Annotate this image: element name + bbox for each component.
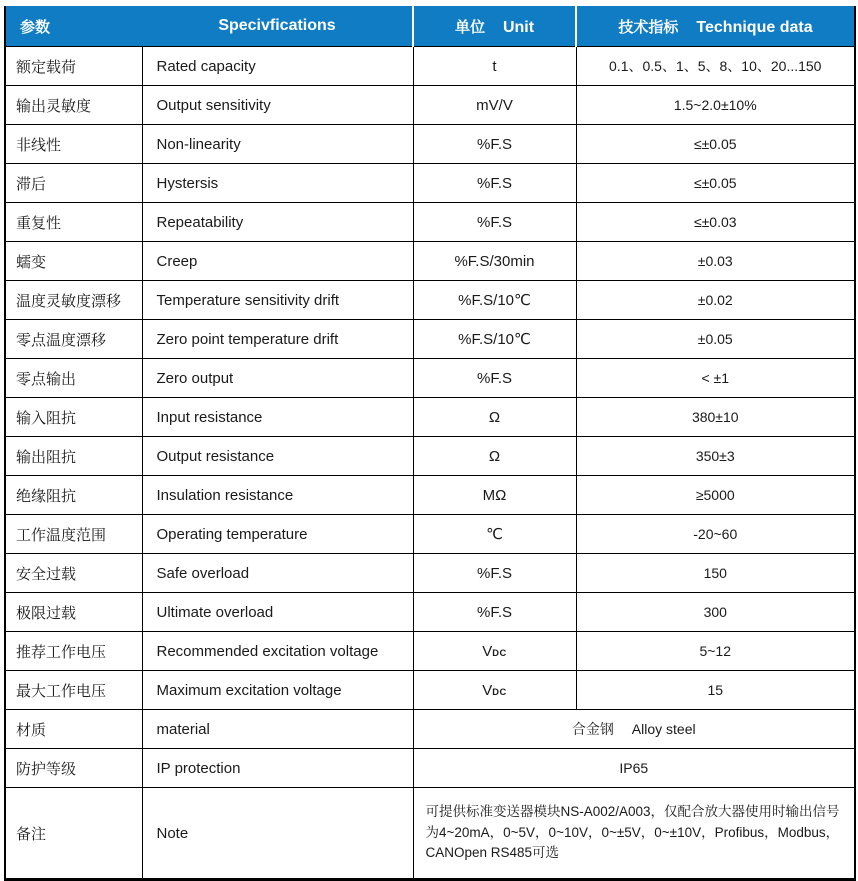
unit-cell: VDC — [413, 632, 576, 671]
value-cell: < ±1 — [576, 359, 855, 398]
spec-cell: Ultimate overload — [142, 593, 413, 632]
spec-cell: Recommended excitation voltage — [142, 632, 413, 671]
spec-cell: Zero output — [142, 359, 413, 398]
header-unit-label-cn: 单位 — [454, 18, 485, 36]
unit-cell: %F.S — [413, 203, 576, 242]
unit-cell: %F.S — [413, 359, 576, 398]
header-data-label-en: Technique data — [696, 18, 813, 36]
table-row — [5, 164, 855, 203]
spec-cell: Repeatability — [142, 203, 413, 242]
spec-cell: Input resistance — [142, 398, 413, 437]
param-cell: 温度灵敏度漂移 — [5, 281, 142, 320]
header-row — [5, 6, 855, 47]
spec-cell: Note — [142, 788, 413, 880]
unit-subscript: DC — [492, 686, 507, 697]
spec-cell: Creep — [142, 242, 413, 281]
merged-value-cell: 可提供标准变送器模块NS-A002/A003，仅配合放大器使用时输出信号为4~20mA，0~5V，0~10V，0~±5V，0~±10V，Profibus，Modbus，CANOpen RS485可选 — [413, 788, 855, 880]
unit-cell: Ω — [413, 398, 576, 437]
value-cell: ≥5000 — [576, 476, 855, 515]
spec-cell: Safe overload — [142, 554, 413, 593]
table-row — [5, 320, 855, 359]
spec-cell: Operating temperature — [142, 515, 413, 554]
param-cell: 备注 — [5, 788, 142, 880]
header-technique-data — [576, 6, 855, 47]
spec-cell: Output resistance — [142, 437, 413, 476]
unit-cell: %F.S — [413, 593, 576, 632]
param-cell: 零点输出 — [5, 359, 142, 398]
param-cell: 防护等级 — [5, 749, 142, 788]
param-cell: 推荐工作电压 — [5, 632, 142, 671]
param-cell: 安全过载 — [5, 554, 142, 593]
param-cell: 最大工作电压 — [5, 671, 142, 710]
param-cell: 非线性 — [5, 125, 142, 164]
value-cell: 1.5~2.0±10% — [576, 86, 855, 125]
value-cell: 150 — [576, 554, 855, 593]
table-row — [5, 671, 855, 710]
unit-cell: Ω — [413, 437, 576, 476]
spec-table — [4, 6, 856, 881]
param-cell: 额定载荷 — [5, 47, 142, 86]
header-param — [5, 6, 142, 47]
spec-cell: Rated capacity — [142, 47, 413, 86]
spec-cell: Temperature sensitivity drift — [142, 281, 413, 320]
unit-cell: %F.S/30min — [413, 242, 576, 281]
value-cell: 15 — [576, 671, 855, 710]
spec-cell: Output sensitivity — [142, 86, 413, 125]
value-cell: ±0.03 — [576, 242, 855, 281]
spec-cell: Maximum excitation voltage — [142, 671, 413, 710]
unit-cell: MΩ — [413, 476, 576, 515]
spec-cell: Hystersis — [142, 164, 413, 203]
spec-cell: Zero point temperature drift — [142, 320, 413, 359]
table-row — [5, 203, 855, 242]
table-row — [5, 47, 855, 86]
table-row — [5, 125, 855, 164]
spec-cell: Non-linearity — [142, 125, 413, 164]
value-cell: 5~12 — [576, 632, 855, 671]
table-row — [5, 281, 855, 320]
value-cell: ±0.05 — [576, 320, 855, 359]
value-cell: ±0.02 — [576, 281, 855, 320]
table-row — [5, 242, 855, 281]
value-cell: 380±10 — [576, 398, 855, 437]
spec-cell: material — [142, 710, 413, 749]
unit-cell: t — [413, 47, 576, 86]
spec-table-body — [5, 47, 855, 880]
header-data-label-cn: 技术指标 — [618, 18, 679, 36]
value-cell: -20~60 — [576, 515, 855, 554]
table-row — [5, 593, 855, 632]
spec-cell: Insulation resistance — [142, 476, 413, 515]
param-cell: 绝缘阻抗 — [5, 476, 142, 515]
unit-cell: %F.S — [413, 554, 576, 593]
param-cell: 重复性 — [5, 203, 142, 242]
table-row — [5, 437, 855, 476]
value-cell: ≤±0.05 — [576, 164, 855, 203]
merged-value-cell: 合金钢 Alloy steel — [413, 710, 855, 749]
param-cell: 零点温度漂移 — [5, 320, 142, 359]
table-row — [5, 632, 855, 671]
table-header — [5, 6, 855, 47]
param-cell: 工作温度范围 — [5, 515, 142, 554]
header-specifications — [142, 6, 413, 47]
param-cell: 材质 — [5, 710, 142, 749]
table-row — [5, 476, 855, 515]
table-row — [5, 710, 855, 749]
param-cell: 滞后 — [5, 164, 142, 203]
table-row — [5, 398, 855, 437]
header-unit — [413, 6, 576, 47]
unit-cell: %F.S/10℃ — [413, 281, 576, 320]
header-param-label: 参数 — [20, 18, 51, 36]
unit-cell: mV/V — [413, 86, 576, 125]
value-cell: 0.1、0.5、1、5、8、10、20...150 — [576, 47, 855, 86]
header-unit-label-en: Unit — [502, 18, 535, 36]
param-cell: 输入阻抗 — [5, 398, 142, 437]
unit-cell: ℃ — [413, 515, 576, 554]
merged-value-cell: IP65 — [413, 749, 855, 788]
table-row — [5, 554, 855, 593]
value-cell: ≤±0.05 — [576, 125, 855, 164]
param-cell: 输出阻抗 — [5, 437, 142, 476]
table-row — [5, 515, 855, 554]
param-cell: 蠕变 — [5, 242, 142, 281]
table-row — [5, 788, 855, 880]
param-cell: 极限过载 — [5, 593, 142, 632]
spec-cell: IP protection — [142, 749, 413, 788]
unit-cell: %F.S — [413, 164, 576, 203]
unit-cell: %F.S — [413, 125, 576, 164]
table-row — [5, 749, 855, 788]
header-specifications-label: Specivfications — [218, 17, 336, 34]
value-cell: 350±3 — [576, 437, 855, 476]
table-row — [5, 86, 855, 125]
param-cell: 输出灵敏度 — [5, 86, 142, 125]
unit-subscript: DC — [492, 647, 507, 658]
unit-cell: VDC — [413, 671, 576, 710]
value-cell: ≤±0.03 — [576, 203, 855, 242]
table-row — [5, 359, 855, 398]
value-cell: 300 — [576, 593, 855, 632]
unit-cell: %F.S/10℃ — [413, 320, 576, 359]
